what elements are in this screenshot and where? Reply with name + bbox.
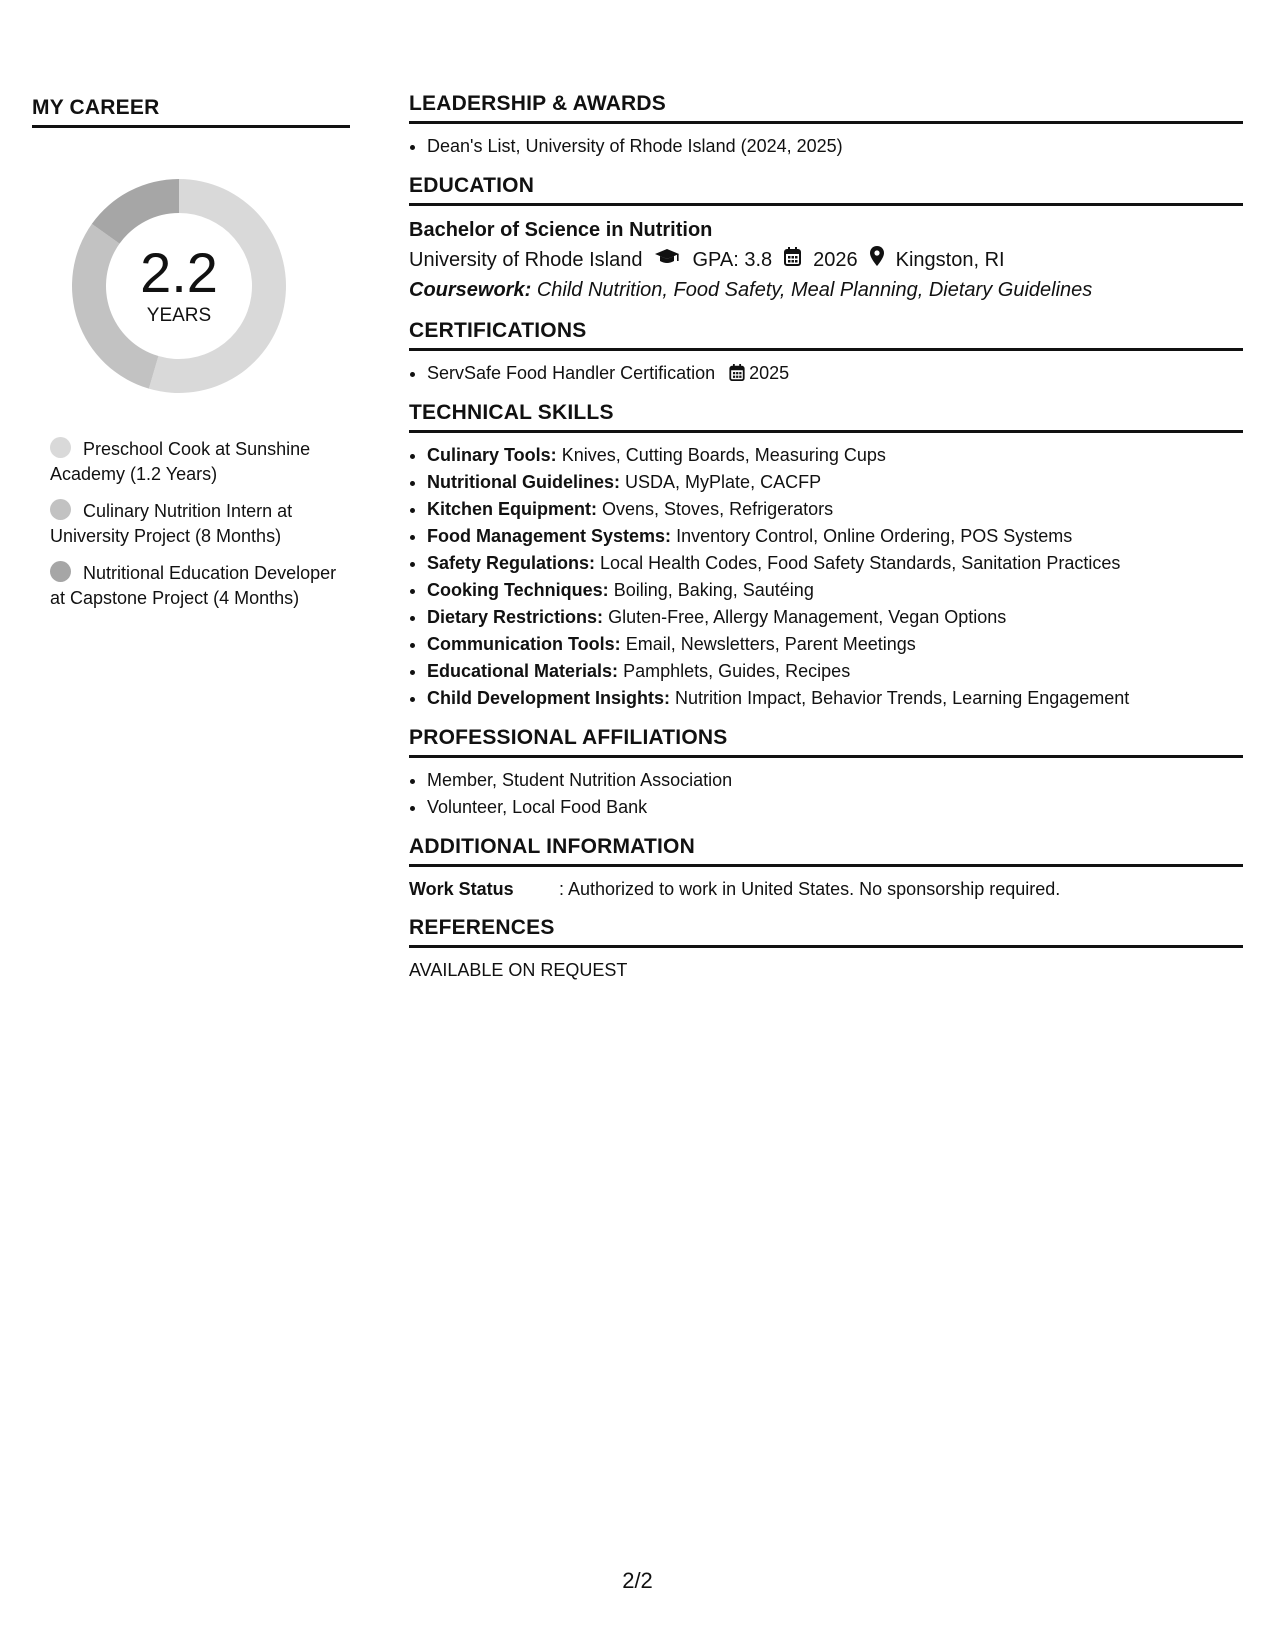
skill-item bbox=[427, 469, 1243, 496]
main-content bbox=[409, 92, 1243, 997]
certifications-list bbox=[409, 360, 1243, 387]
work-status-value: : Authorized to work in United States. No sponsorship required. bbox=[559, 879, 1061, 899]
gpa: GPA: 3.8 bbox=[692, 249, 773, 271]
skill-item bbox=[427, 496, 1243, 523]
skill-label: Child Development Insights: bbox=[427, 688, 671, 708]
certifications-title: CERTIFICATIONS bbox=[409, 319, 1243, 351]
education-section bbox=[409, 174, 1243, 305]
references-text: AVAILABLE ON REQUEST bbox=[409, 960, 628, 980]
list-item: • Dean's List, University of Rhode Island (2024, 2025) bbox=[427, 133, 1243, 160]
legend-label: Preschool Cook at Sunshine Academy (1.2 Years) bbox=[50, 439, 311, 484]
skill-item bbox=[427, 577, 1243, 604]
additional-info-title: ADDITIONAL INFORMATION bbox=[409, 835, 1243, 867]
school-name: University of Rhode Island bbox=[409, 249, 643, 271]
career-legend bbox=[50, 437, 350, 611]
leadership-list bbox=[409, 133, 1243, 160]
career-title: MY CAREER bbox=[32, 96, 350, 128]
coursework-value: Child Nutrition, Food Safety, Meal Planning, Dietary Guidelines bbox=[536, 279, 1093, 301]
skill-label: Culinary Tools: bbox=[427, 445, 557, 465]
skill-item bbox=[427, 685, 1243, 712]
skill-label: Safety Regulations: bbox=[427, 553, 596, 573]
leadership-title: LEADERSHIP & AWARDS bbox=[409, 92, 1243, 124]
school-location: Kingston, RI bbox=[895, 249, 1005, 271]
skill-value: Gluten-Free, Allergy Management, Vegan Options bbox=[608, 607, 1007, 627]
skill-value: Local Health Codes, Food Safety Standards, Sanitation Practices bbox=[600, 553, 1121, 573]
leadership-section bbox=[409, 92, 1243, 160]
skill-value: Knives, Cutting Boards, Measuring Cups bbox=[561, 445, 886, 465]
skill-label: Nutritional Guidelines: bbox=[427, 472, 621, 492]
skill-label: Educational Materials: bbox=[427, 661, 619, 681]
skills-list bbox=[409, 442, 1243, 712]
affiliations-title: PROFESSIONAL AFFILIATIONS bbox=[409, 726, 1243, 758]
skill-value: Boiling, Baking, Sautéing bbox=[613, 580, 814, 600]
legend-dot bbox=[50, 499, 71, 520]
list-item: • Volunteer, Local Food Bank bbox=[427, 794, 1243, 821]
skills-section bbox=[409, 401, 1243, 712]
graduation-cap-icon bbox=[654, 245, 680, 275]
legend-item bbox=[50, 499, 350, 549]
skill-label: Cooking Techniques: bbox=[427, 580, 609, 600]
skill-item bbox=[427, 550, 1243, 577]
legend-dot bbox=[50, 437, 71, 458]
skill-label: Kitchen Equipment: bbox=[427, 499, 597, 519]
legend-dot bbox=[50, 561, 71, 582]
career-years-unit: YEARS bbox=[146, 305, 212, 326]
legend-item bbox=[50, 561, 350, 611]
references-section bbox=[409, 916, 1243, 983]
skill-value: Inventory Control, Online Ordering, POS Systems bbox=[676, 526, 1073, 546]
list-item: • Member, Student Nutrition Association bbox=[427, 767, 1243, 794]
legend-item bbox=[50, 437, 350, 487]
legend-label: Nutritional Education Developer at Capstone Project (4 Months) bbox=[50, 563, 337, 608]
donut-center bbox=[64, 171, 294, 401]
skill-item bbox=[427, 523, 1243, 550]
certification-name: • ServSafe Food Handler Certification bbox=[427, 363, 716, 383]
skill-item bbox=[427, 658, 1243, 685]
career-donut-chart bbox=[64, 171, 294, 401]
degree-name: Bachelor of Science in Nutrition bbox=[409, 219, 713, 241]
graduation-year: 2026 bbox=[813, 249, 858, 271]
legend-label: Culinary Nutrition Intern at University Project (8 Months) bbox=[50, 501, 293, 546]
certification-year: 2025 bbox=[749, 363, 790, 383]
coursework-label: Coursework: bbox=[409, 279, 532, 301]
education-title: EDUCATION bbox=[409, 174, 1243, 206]
coursework bbox=[409, 275, 1243, 305]
education-details bbox=[409, 245, 1243, 275]
skill-value: Pamphlets, Guides, Recipes bbox=[623, 661, 851, 681]
career-sidebar bbox=[32, 96, 350, 623]
list-item bbox=[427, 360, 1243, 387]
calendar-icon bbox=[784, 245, 801, 275]
career-years-value: 2.2 bbox=[140, 241, 218, 304]
skill-value: Ovens, Stoves, Refrigerators bbox=[602, 499, 834, 519]
page-number: 2/2 bbox=[622, 1568, 653, 1593]
skill-label: Food Management Systems: bbox=[427, 526, 672, 546]
skill-label: Dietary Restrictions: bbox=[427, 607, 604, 627]
skill-value: USDA, MyPlate, CACFP bbox=[625, 472, 822, 492]
affiliations-list bbox=[409, 767, 1243, 821]
work-status-row bbox=[409, 876, 1243, 902]
skill-value: Nutrition Impact, Behavior Trends, Learning Engagement bbox=[675, 688, 1130, 708]
certifications-section bbox=[409, 319, 1243, 387]
skills-title: TECHNICAL SKILLS bbox=[409, 401, 1243, 433]
map-pin-icon bbox=[870, 245, 884, 275]
skill-value: Email, Newsletters, Parent Meetings bbox=[625, 634, 916, 654]
additional-info-section bbox=[409, 835, 1243, 902]
skill-label: Communication Tools: bbox=[427, 634, 621, 654]
work-status-label: Work Status bbox=[409, 879, 514, 899]
skill-item bbox=[427, 631, 1243, 658]
calendar-icon bbox=[729, 360, 745, 387]
skill-item bbox=[427, 604, 1243, 631]
skill-item bbox=[427, 442, 1243, 469]
references-title: REFERENCES bbox=[409, 916, 1243, 948]
affiliations-section bbox=[409, 726, 1243, 821]
